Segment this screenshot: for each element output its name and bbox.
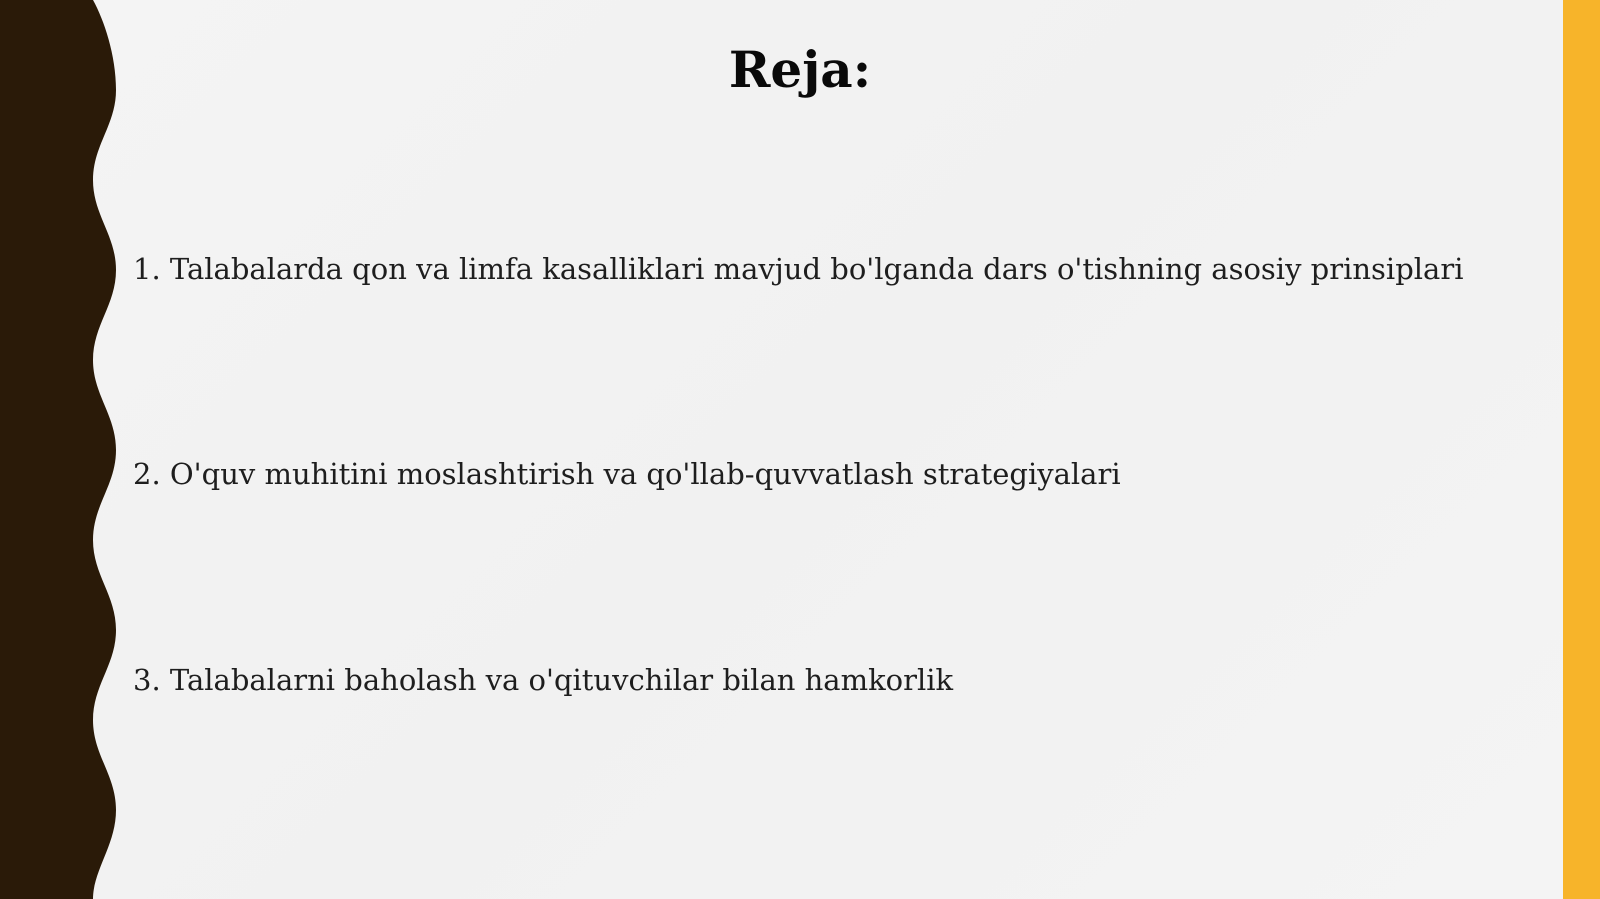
plan-item-2: 2. O'quv muhitini moslashtirish va qo'llab-quvvatlash strategiyalari	[133, 457, 1121, 491]
left-wave-decoration	[0, 0, 120, 899]
right-accent-bar	[1563, 0, 1600, 899]
plan-item-3: 3. Talabalarni baholash va o'qituvchilar bilan hamkorlik	[133, 663, 954, 697]
plan-item-1: 1. Talabalarda qon va limfa kasalliklari mavjud bo'lganda dars o'tishning asosiy prinsiplari	[133, 252, 1464, 286]
slide-title: Reja:	[728, 40, 872, 99]
